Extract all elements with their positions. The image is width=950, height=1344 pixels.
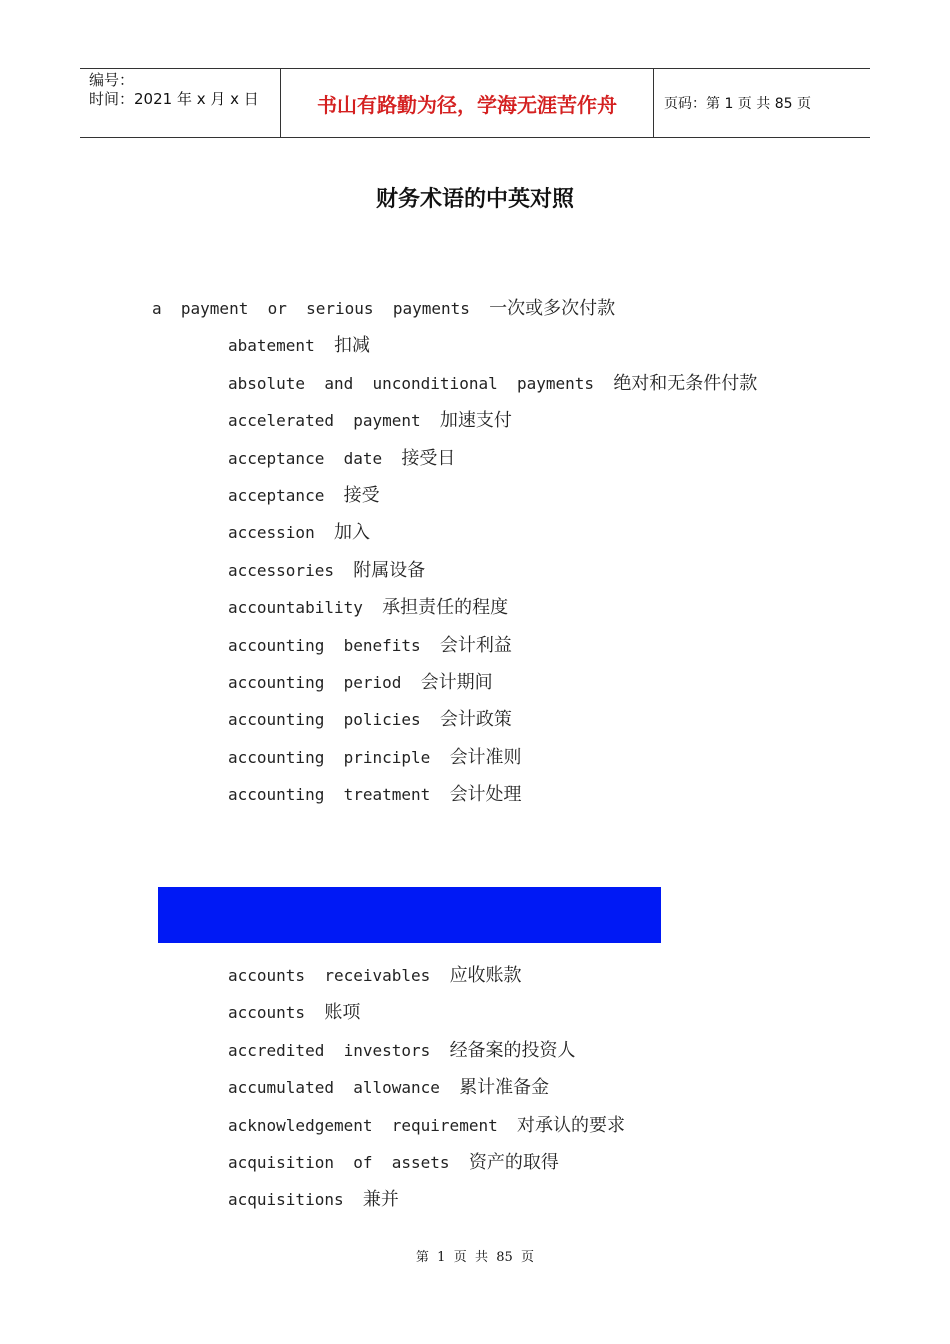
term-chinese: 会计准则 — [449, 746, 522, 768]
glossary-entry — [228, 965, 522, 987]
glossary-entry — [228, 560, 425, 582]
glossary-entry — [228, 635, 512, 657]
term-english: accounts receivables — [228, 966, 431, 985]
term-english: accounts — [228, 1003, 306, 1023]
term-english: a payment or serious payments — [152, 299, 470, 318]
glossary-entry — [228, 1152, 559, 1174]
term-english: accumulated allowance — [228, 1078, 440, 1098]
page-header — [80, 68, 870, 138]
term-chinese: 对承认的要求 — [516, 1114, 625, 1136]
glossary-entry — [228, 1002, 360, 1024]
term-chinese: 会计政策 — [439, 709, 512, 731]
glossary-entry — [228, 448, 455, 470]
term-english: accounting benefits — [228, 635, 421, 655]
term-english: accounting policies — [228, 710, 421, 730]
glossary-entry — [152, 298, 615, 320]
document-title: 财务术语的中英对照 — [375, 187, 574, 212]
term-english: acquisitions — [228, 1190, 344, 1210]
page-footer: 第 1 页 共 85 页 — [415, 1250, 535, 1265]
header-meta — [80, 69, 281, 137]
glossary-entry — [228, 597, 508, 619]
glossary-entry — [228, 1077, 549, 1099]
term-english: accountability — [228, 598, 363, 618]
term-chinese: 一次或多次付款 — [489, 298, 616, 319]
term-chinese: 接受 — [343, 485, 380, 506]
term-chinese: 扣减 — [333, 335, 370, 357]
term-chinese: 加入 — [333, 522, 370, 544]
term-chinese: 附属设备 — [353, 559, 426, 581]
document-number-label: 编号： — [89, 71, 135, 89]
term-chinese: 加速支付 — [439, 410, 512, 432]
term-english: acquisition of assets — [228, 1153, 450, 1172]
glossary-entry — [228, 747, 522, 769]
glossary-entry — [228, 672, 493, 694]
term-chinese: 累计准备金 — [459, 1077, 550, 1099]
term-english: abatement — [228, 336, 315, 356]
term-english: acknowledgement requirement — [228, 1115, 498, 1135]
term-chinese: 会计利益 — [439, 634, 512, 656]
glossary-entry — [228, 1040, 576, 1062]
term-english: accredited investors — [228, 1040, 431, 1060]
document-date: 时间：2021 年 x 月 x 日 — [89, 90, 259, 108]
glossary-entry — [228, 522, 370, 544]
motto-text: 书山有路勤为径，学海无涯苦作舟 — [317, 92, 617, 117]
header-motto-cell — [281, 69, 654, 137]
term-chinese: 资产的取得 — [468, 1152, 559, 1173]
term-chinese: 接受日 — [401, 447, 456, 469]
term-english: acceptance — [228, 486, 325, 505]
term-english: accessories — [228, 560, 334, 580]
redacted-blue-box — [158, 887, 661, 943]
term-english: accounting period — [228, 673, 402, 692]
header-page-info: 页码：第 1 页 共 85 页 — [664, 96, 811, 112]
term-chinese: 兼并 — [362, 1189, 399, 1211]
glossary-entry — [228, 485, 380, 507]
glossary-entry — [228, 335, 370, 357]
term-chinese: 会计处理 — [449, 784, 522, 806]
header-page-cell — [654, 69, 870, 137]
glossary-entry — [228, 709, 512, 731]
term-chinese: 应收账款 — [449, 965, 522, 986]
glossary-entry — [228, 784, 522, 806]
term-chinese: 绝对和无条件付款 — [613, 372, 758, 394]
term-chinese: 经备案的投资人 — [449, 1039, 576, 1061]
glossary-entry — [228, 1115, 625, 1137]
term-english: accelerated payment — [228, 411, 421, 431]
term-chinese: 账项 — [324, 1002, 361, 1024]
term-english: accounting principle — [228, 747, 431, 767]
term-chinese: 会计期间 — [420, 672, 493, 693]
glossary-entry — [228, 373, 757, 395]
term-english: accession — [228, 523, 315, 543]
glossary-entry — [228, 410, 512, 432]
term-english: absolute and unconditional payments — [228, 373, 595, 393]
term-chinese: 承担责任的程度 — [382, 597, 509, 619]
glossary-entry — [228, 1189, 399, 1211]
term-english: accounting treatment — [228, 785, 431, 805]
term-english: acceptance date — [228, 448, 383, 468]
